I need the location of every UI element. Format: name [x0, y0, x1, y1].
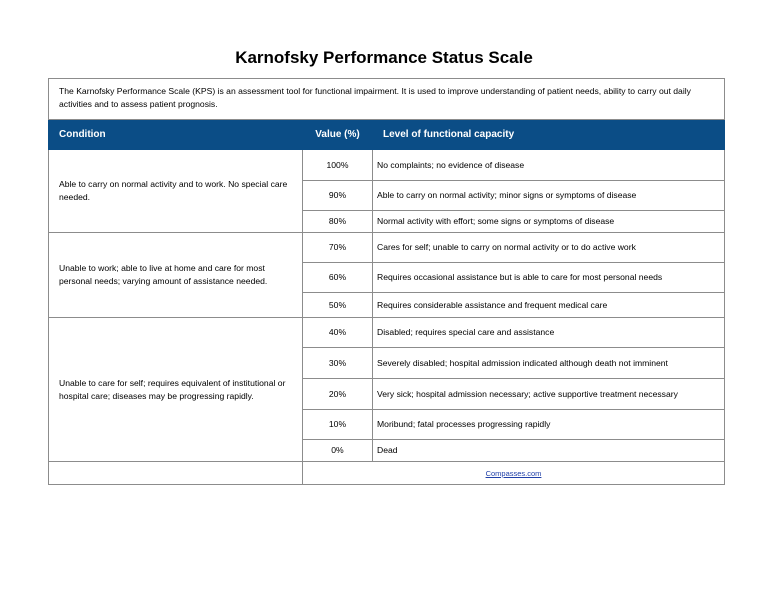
value-cell: 70% [303, 233, 373, 263]
value-cell: 90% [303, 181, 373, 211]
value-cell: 30% [303, 348, 373, 379]
condition-cell: Unable to work; able to live at home and care for most personal needs; varying amount of assistance needed. [49, 233, 303, 318]
description-cell: Disabled; requires special care and assistance [373, 318, 725, 348]
value-cell: 0% [303, 440, 373, 462]
footer-empty-cell [49, 462, 303, 485]
value-cell: 40% [303, 318, 373, 348]
description-cell: Dead [373, 440, 725, 462]
table-header [49, 120, 725, 150]
intro-text: The Karnofsky Performance Scale (KPS) is an assessment tool for functional impairment. It is used to improve understanding of patient needs, ability to carry out daily activities and to assess patient prognosis. [49, 79, 725, 120]
description-cell: Very sick; hospital admission necessary; active supportive treatment necessary [373, 379, 725, 410]
table-row [49, 150, 725, 181]
page-title: Karnofsky Performance Status Scale [235, 48, 533, 67]
header-condition: Condition [49, 120, 303, 150]
description-cell: No complaints; no evidence of disease [373, 150, 725, 181]
header-value: Value (%) [303, 120, 373, 150]
description-cell: Requires considerable assistance and frequent medical care [373, 293, 725, 318]
table-row [49, 318, 725, 348]
description-cell: Normal activity with effort; some signs or symptoms of disease [373, 211, 725, 233]
value-cell: 20% [303, 379, 373, 410]
condition-cell: Able to carry on normal activity and to work. No special care needed. [49, 150, 303, 233]
description-cell: Able to carry on normal activity; minor signs or symptoms of disease [373, 181, 725, 211]
description-cell: Severely disabled; hospital admission indicated although death not imminent [373, 348, 725, 379]
source-link[interactable]: Compasses.com [303, 462, 725, 485]
value-cell: 60% [303, 263, 373, 293]
intro-row [49, 79, 725, 120]
description-cell: Cares for self; unable to carry on normal activity or to do active work [373, 233, 725, 263]
description-cell: Moribund; fatal processes progressing rapidly [373, 410, 725, 440]
value-cell: 100% [303, 150, 373, 181]
kps-table [48, 78, 725, 485]
value-cell: 80% [303, 211, 373, 233]
header-level: Level of functional capacity [373, 120, 725, 150]
table-row [49, 233, 725, 263]
value-cell: 50% [303, 293, 373, 318]
description-cell: Requires occasional assistance but is able to care for most personal needs [373, 263, 725, 293]
footer-row [49, 462, 725, 485]
condition-cell: Unable to care for self; requires equivalent of institutional or hospital care; diseases may be progressing rapidly. [49, 318, 303, 462]
value-cell: 10% [303, 410, 373, 440]
